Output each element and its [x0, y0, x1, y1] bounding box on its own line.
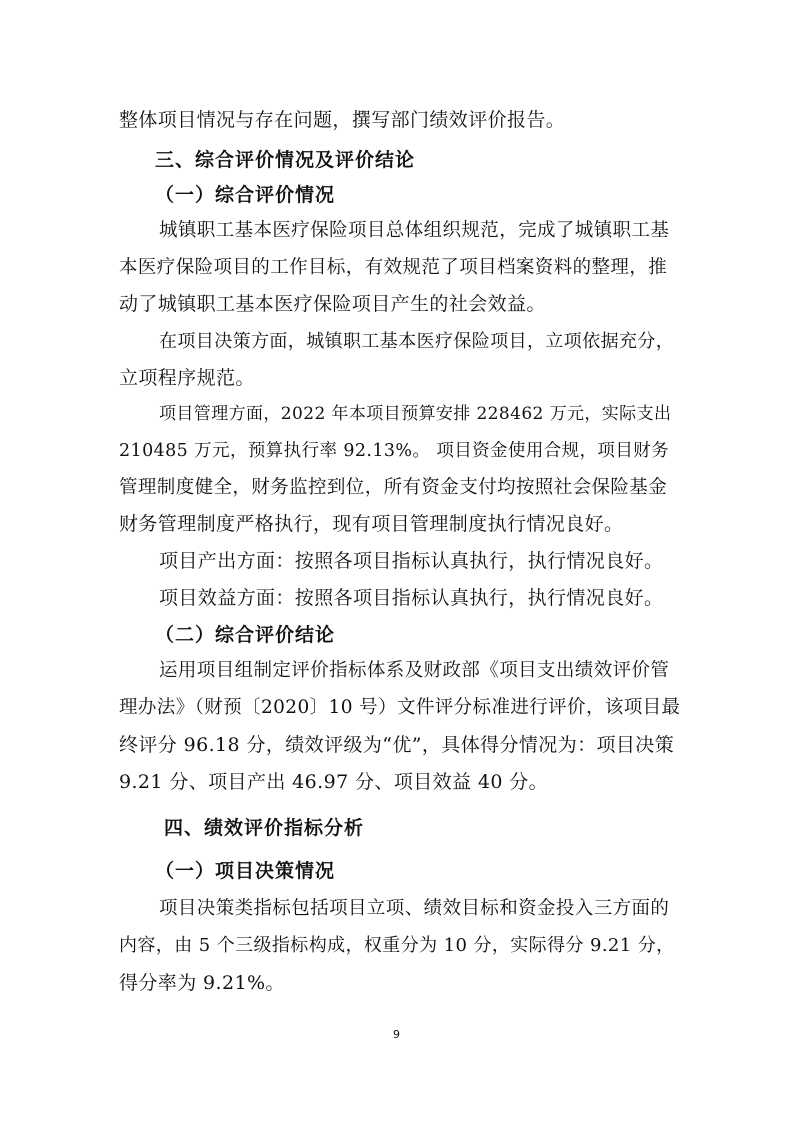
paragraph-line: 项目产出方面：按照各项目指标认真执行，执行情况良好。: [159, 550, 664, 572]
paragraph-line: 管理制度健全，财务监控到位，所有资金支付均按照社会保险基金: [119, 477, 668, 498]
paragraph-line: 9.21 分、项目产出 46.97 分、项目效益 40 分。: [119, 771, 549, 793]
paragraph-line: 在项目决策方面，城镇职工基本医疗保险项目，立项依据充分，: [159, 331, 675, 352]
paragraph-line: 整体项目情况与存在问题，撰写部门绩效评价报告。: [119, 109, 566, 131]
page-number: 9: [393, 1028, 400, 1041]
paragraph-line: 项目效益方面：按照各项目指标认真执行，执行情况良好。: [159, 587, 664, 609]
paragraph-line: 内容，由 5 个三级指标构成，权重分为 10 分，实际得分 9.21 分，: [119, 935, 675, 956]
paragraph-line: 财务管理制度严格执行，现有项目管理制度执行情况良好。: [119, 513, 624, 535]
subsection-heading: （一）项目决策情况: [155, 860, 336, 882]
section-heading: 三、综合评价情况及评价结论: [155, 149, 416, 171]
paragraph-line: 运用项目组制定评价指标体系及财政部《项目支出绩效评价管: [159, 660, 670, 681]
subsection-heading: （一）综合评价情况: [155, 184, 336, 206]
paragraph-line: 城镇职工基本医疗保险项目总体组织规范，完成了城镇职工基: [159, 220, 670, 241]
subsection-heading: （二）综合评价结论: [155, 624, 336, 646]
paragraph-line: 项目管理方面，2022 年本项目预算安排 228462 万元，实际支出: [159, 404, 672, 424]
paragraph-line: 得分率为 9.21%。: [119, 972, 285, 994]
paragraph-line: 项目决策类指标包括项目立项、绩效目标和资金投入三方面的: [159, 898, 670, 919]
section-heading: 四、绩效评价指标分析: [164, 817, 365, 839]
paragraph-line: 210485 万元，预算执行率 92.13%。 项目资金使用合规，项目财务: [119, 441, 670, 461]
paragraph-line: 立项程序规范。: [119, 367, 255, 389]
paragraph-line: 终评分 96.18 分，绩效评级为“优”，具体得分情况为：项目决策: [119, 734, 675, 756]
paragraph-line: 动了城镇职工基本医疗保险项目产生的社会效益。: [119, 293, 546, 315]
paragraph-line: 理办法》（财预〔2020〕10 号）文件评分标准进行评价，该项目最: [119, 697, 681, 718]
paragraph-line: 本医疗保险项目的工作目标，有效规范了项目档案资料的整理，推: [119, 257, 668, 278]
